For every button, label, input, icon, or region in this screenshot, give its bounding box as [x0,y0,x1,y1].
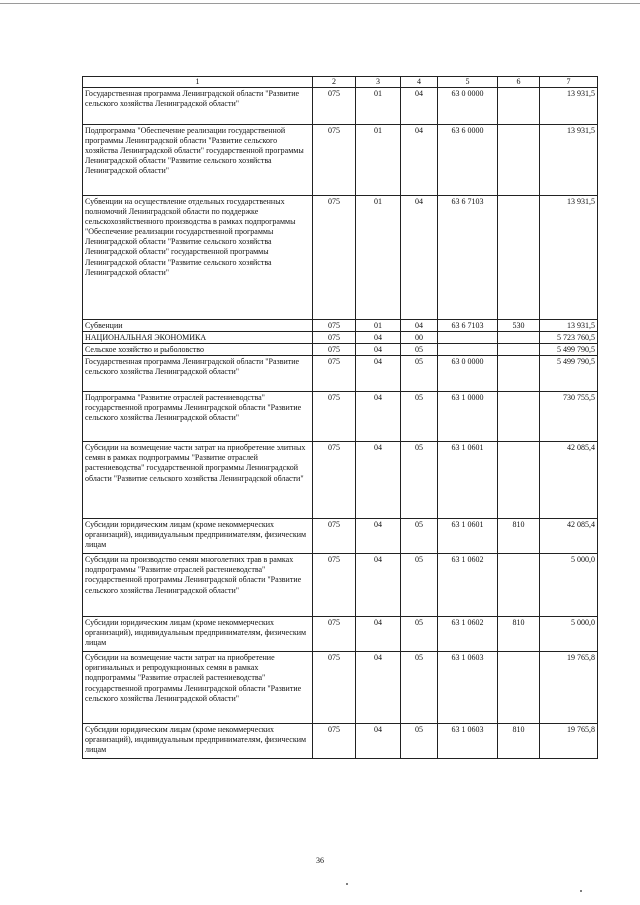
row-col-5: 63 1 0601 [438,519,498,554]
row-col-7: 19 765,8 [540,724,598,759]
header-col-5: 5 [438,77,498,88]
header-col-7: 7 [540,77,598,88]
page-number: 36 [316,856,324,865]
row-col-4: 05 [401,344,438,356]
row-col-7: 5 723 760,5 [540,332,598,344]
row-col-3: 01 [356,125,401,196]
table-row [83,344,598,356]
row-col-4: 04 [401,320,438,332]
table-row [83,519,598,554]
row-col-2: 075 [313,652,356,724]
row-col-3: 04 [356,724,401,759]
row-col-7: 42 085,4 [540,519,598,554]
row-name: Государственная программа Ленинградской области "Развитие сельского хозяйства Ленинградской области" [83,356,313,392]
row-col-4: 05 [401,724,438,759]
row-col-7: 5 000,0 [540,617,598,652]
row-col-7: 5 499 790,5 [540,344,598,356]
table-row [83,652,598,724]
row-col-7: 13 931,5 [540,88,598,125]
row-col-5: 63 1 0601 [438,442,498,519]
row-name: Субвенции на осуществление отдельных государственных полномочий Ленинградской области по поддержке сельскохозяйственного производства в рамках подпрограммы "Обеспечение реализации государственной программы Ленинградской области "Развитие сельского хозяйства Ленинградской области" государственной программы Ленинградской области "Развитие сельского хозяйства Ленинградской области" [83,196,313,320]
row-col-2: 075 [313,125,356,196]
row-col-5: 63 6 0000 [438,125,498,196]
table-row [83,617,598,652]
row-col-5 [438,344,498,356]
row-col-2: 075 [313,196,356,320]
row-col-6: 810 [498,519,540,554]
table-row [83,320,598,332]
row-name: Субсидии юридическим лицам (кроме некоммерческих организаций), индивидуальным предпринимателям, физическим лицам [83,617,313,652]
row-col-6 [498,392,540,442]
header-row [83,77,598,88]
row-col-4: 04 [401,125,438,196]
row-col-3: 04 [356,519,401,554]
row-col-4: 05 [401,617,438,652]
row-col-2: 075 [313,617,356,652]
table-row [83,392,598,442]
row-col-4: 05 [401,652,438,724]
table-row [83,332,598,344]
row-col-7: 5 499 790,5 [540,356,598,392]
row-col-5: 63 0 0000 [438,356,498,392]
row-col-2: 075 [313,519,356,554]
header-col-1: 1 [83,77,313,88]
row-col-5: 63 1 0602 [438,617,498,652]
row-col-3: 04 [356,442,401,519]
table-row [83,125,598,196]
row-col-3: 04 [356,344,401,356]
row-col-2: 075 [313,88,356,125]
scan-speck [580,890,582,892]
row-col-4: 05 [401,392,438,442]
row-col-4: 05 [401,356,438,392]
row-col-4: 05 [401,442,438,519]
row-name: Подпрограмма "Обеспечение реализации государственной программы Ленинградской области "Развитие сельского хозяйства Ленинградской области" государственной программы Ленинградской области "Развитие сельского хозяйства Ленинградской области" [83,125,313,196]
row-col-2: 075 [313,332,356,344]
row-col-6: 810 [498,724,540,759]
row-name: НАЦИОНАЛЬНАЯ ЭКОНОМИКА [83,332,313,344]
row-col-7: 13 931,5 [540,196,598,320]
row-col-2: 075 [313,392,356,442]
row-col-3: 01 [356,88,401,125]
row-col-5: 63 1 0000 [438,392,498,442]
row-col-3: 04 [356,617,401,652]
row-col-6 [498,196,540,320]
header-col-4: 4 [401,77,438,88]
table-row [83,554,598,617]
header-col-2: 2 [313,77,356,88]
row-col-5: 63 1 0603 [438,652,498,724]
row-col-4: 00 [401,332,438,344]
row-col-6 [498,356,540,392]
row-col-4: 05 [401,554,438,617]
table-row [83,196,598,320]
row-col-6 [498,125,540,196]
row-col-5: 63 6 7103 [438,196,498,320]
row-col-3: 04 [356,652,401,724]
row-col-7: 5 000,0 [540,554,598,617]
budget-table [82,76,598,759]
row-col-3: 04 [356,356,401,392]
row-col-5: 63 0 0000 [438,88,498,125]
row-col-2: 075 [313,554,356,617]
row-col-6 [498,442,540,519]
row-name: Государственная программа Ленинградской области "Развитие сельского хозяйства Ленинградской области" [83,88,313,125]
row-col-3: 04 [356,332,401,344]
header-col-3: 3 [356,77,401,88]
row-col-3: 04 [356,554,401,617]
row-col-6: 530 [498,320,540,332]
row-col-3: 01 [356,320,401,332]
row-col-5: 63 1 0602 [438,554,498,617]
scan-speck [346,883,348,885]
row-name: Сельское хозяйство и рыболовство [83,344,313,356]
row-col-3: 04 [356,392,401,442]
row-col-6 [498,88,540,125]
row-name: Субсидии юридическим лицам (кроме некоммерческих организаций), индивидуальным предпринимателям, физическим лицам [83,724,313,759]
row-col-5: 63 1 0603 [438,724,498,759]
row-col-2: 075 [313,442,356,519]
row-col-7: 730 755,5 [540,392,598,442]
row-col-7: 13 931,5 [540,125,598,196]
row-col-6 [498,344,540,356]
row-col-6 [498,652,540,724]
row-col-6 [498,554,540,617]
row-name: Субсидии на возмещение части затрат на приобретение элитных семян в рамках подпрограммы "Развитие отраслей растениеводства" государственной программы Ленинградской области "Развитие сельского хозяйства Ленинградской области" [83,442,313,519]
row-col-2: 075 [313,320,356,332]
row-col-4: 05 [401,519,438,554]
row-col-6 [498,332,540,344]
table-row [83,724,598,759]
row-col-4: 04 [401,88,438,125]
row-name: Подпрограмма "Развитие отраслей растениеводства" государственной программы Ленинградской области "Развитие сельского хозяйства Ленинградской области" [83,392,313,442]
row-col-7: 19 765,8 [540,652,598,724]
row-name: Субсидии на возмещение части затрат на приобретение оригинальных и репродукционных семян в рамках подпрограммы "Развитие отраслей растениеводства" государственной программы Ленинградской области "Развитие сельского хозяйства Ленинградской области" [83,652,313,724]
row-name: Субсидии юридическим лицам (кроме некоммерческих организаций), индивидуальным предпринимателям, физическим лицам [83,519,313,554]
row-name: Субвенции [83,320,313,332]
row-col-2: 075 [313,344,356,356]
table-row [83,356,598,392]
row-col-6: 810 [498,617,540,652]
row-col-7: 13 931,5 [540,320,598,332]
row-col-3: 01 [356,196,401,320]
row-col-2: 075 [313,356,356,392]
table-row [83,442,598,519]
header-col-6: 6 [498,77,540,88]
row-col-2: 075 [313,724,356,759]
row-col-5 [438,332,498,344]
row-col-7: 42 085,4 [540,442,598,519]
row-col-4: 04 [401,196,438,320]
row-name: Субсидии на производство семян многолетних трав в рамках подпрограммы "Развитие отраслей растениеводства" государственной программы Ленинградской области "Развитие сельского хозяйства Ленинградской области" [83,554,313,617]
top-rule [0,3,640,4]
row-col-5: 63 6 7103 [438,320,498,332]
table-row [83,88,598,125]
